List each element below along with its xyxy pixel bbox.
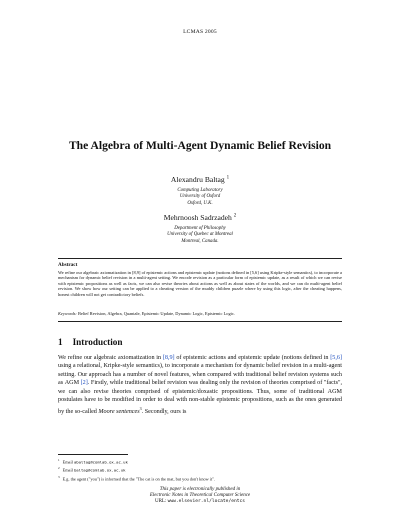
author-footnote-mark: 2: [233, 213, 237, 219]
keywords-label: Keywords:: [58, 311, 77, 316]
paper-title: The Algebra of Multi-Agent Dynamic Belief Revision: [68, 139, 332, 152]
author-affiliation: Department of Philosophy University of Quebec at Montreal Montreal, Canada.: [167, 226, 233, 244]
section-title: Introduction: [72, 337, 123, 347]
abstract-top-rule: [58, 258, 342, 259]
abstract-bottom-rule: [58, 321, 342, 322]
abstract-heading: Abstract: [58, 262, 78, 268]
author-name: Mehrnoosh Sadrzadeh $^2$: [163, 213, 237, 222]
footnotes: [58, 457, 342, 482]
citation-link[interactable]: [8,9]: [162, 355, 175, 361]
intro-paragraph: We refine our algebraic axiomatization in [8,9] of epistemic actions and epistemic update (notions defined in [5,6] using a relational, Kripke-style semantics), to incorporate a mechanism for dynamic belief revision in a multi-agent setting. Our approach has a number of novel features, when compared with traditional belief revision systems such as AGM [2]. Firstly, while traditional belief revision was dealing only the revision of theories comprised of "facts", we can also revise theories comprised of epistemic/doxastic propositions. Thus, some of traditional AGM postulates have to be modified in order to deal with non-stable epistemic propositions, such as the ones generated by the so-called Moore sentences$^3$. Secondly, ours is: [58, 355, 342, 415]
footnote-item: $^2$ Email baltag@comlab.ox.ac.uk: [58, 466, 126, 473]
citation-link[interactable]: [5,6]: [330, 355, 342, 361]
citation-link[interactable]: [2]: [80, 380, 88, 387]
footer-url-link[interactable]: www.elsevier.nl/locate/entcs: [167, 499, 246, 505]
email-link[interactable]: baltag@comlab.ox.ac.uk: [73, 467, 126, 473]
footnote-mark[interactable]: 3: [139, 405, 142, 411]
author-affiliation: Computing Laboratory University of Oxford Oxford, U.K.: [177, 188, 223, 206]
footnote-rule: [58, 454, 128, 455]
section-number: 1: [58, 337, 63, 347]
running-header: LCMAS 2005: [183, 29, 217, 35]
footnote-item: $^1$ Email abaltag@comlab.ox.ac.uk: [58, 458, 128, 465]
author-name: Alexandru Baltag $^1$: [170, 175, 230, 184]
abstract-text: We refine our algebraic axiomatization in [8,9] of epistemic actions and epistemic update (notions defined in [5,6] using Kripke-style semantics), to incorporate a mechanism for dynamic belief revision in a multi-agent setting. We encode revision as a particular form of epistemic update, as a result of which we can revise with epistemic propositions as well as facts, we can also revise theories about actions as well as about states of the worlds, and we can do multi-agent belief revision. We show how our setting can be applied to a cheating version of the muddy children puzzle where by using this logic, after the cheating happens, honest children will not get contradictory beliefs.: [58, 270, 342, 297]
footnote-item: $^3$ E.g. the agent ("you") is informed that the "The cat is on the mat, but you don't know it".: [58, 474, 216, 482]
keywords-text: Belief Revision, Algebra, Quantale, Epistemic Update, Dynamic Logic, Epistemic Logic.: [77, 311, 235, 316]
email-link[interactable]: abaltag@comlab.ox.ac.uk: [73, 459, 128, 465]
publication-footer: This paper is electronically published in Electronic Notes in Theoretical Computer Science URL: www.elsevier.nl/locate/entcs: [149, 487, 251, 505]
keywords-line: [58, 311, 342, 316]
section-heading: [58, 337, 122, 347]
author-footnote-mark: 1: [226, 175, 230, 181]
